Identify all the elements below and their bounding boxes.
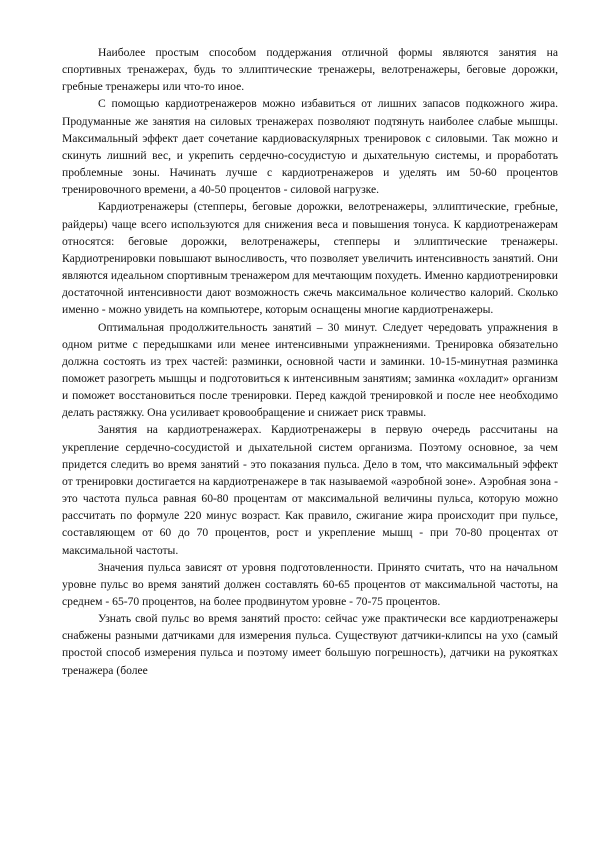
paragraph-duration: Оптимальная продолжительность занятий – 30 минут. Следует чередовать упражнения в одном ритме с передышками или менее интенсивными упражнениями. Тренировка обязательно должна состоять из трех частей: разминки, основной части и заминки. 10-15-минутная разминка поможет разогреть мышцы и подготовиться к интенсивным занятиям; заминка «охладит» организм и поможет восстановиться после тренировки. Перед каждой тренировкой и после нее необходимо делать растяжку. Она усиливает кровообращение и снижает риск травмы. <box>62 320 558 420</box>
paragraph-intro: Наиболее простым способом поддержания отличной формы являются занятия на спортивных тренажерах, будь то эллиптические тренажеры, велотренажеры, беговые дорожки, гребные тренажеры или что-то иное. <box>62 46 558 94</box>
paragraph-pulse-levels: Значения пульса зависят от уровня подготовленности. Принято считать, что на начальном уровне пульс во время занятий должен составлять 60-65 процентов от максимальной частоты, на среднем - 65-70 процентов, на более продвинутом уровне - 70-75 процентов. <box>62 560 558 608</box>
paragraph-pulse-sensors: Узнать свой пульс во время занятий просто: сейчас уже практически все кардиотренажеры снабжены разными датчиками для измерения пульса. Существуют датчики-клипсы на ухо (самый простой способ измерения пульса и поэтому имеет большую погрешность), датчики на рукоятках тренажера (более <box>62 612 558 677</box>
body-text <box>62 44 558 679</box>
paragraph-cardio-strength: С помощью кардиотренажеров можно избавиться от лишних запасов подкожного жира. Продуманные же занятия на силовых тренажерах позволяют подтянуть наиболее слабые мышцы. Максимальный эффект дает сочетание кардиоваскулярных тренировок с силовыми. Так можно и скинуть лишний вес, и укрепить сердечно-сосудистую и дыхательную системы, и проработать проблемные зоны. Начинать лучше с кардиотренажеров и уделять им 50-60 процентов тренировочного времени, а 40-50 процентов - силовой нагрузке. <box>62 97 558 197</box>
paragraph-training-pulse: Занятия на кардиотренажерах. Кардиотренажеры в первую очередь рассчитаны на укрепление сердечно-сосудистой и дыхательной систем организма. Поэтому основное, за чем придется следить во время занятий - это показания пульса. Дело в том, что максимальный эффект от тренировки достигается на кардиотренажере в так называемой «аэробной зоне». Аэробная зона - это частота пульса равная 60-80 процентам от максимальной величины пульса, которую можно рассчитать по формуле 220 минус возраст. Как правило, сжигание жира происходит при пульсе, составляющем от 60 до 70 процентов, рост и укрепление мышц - при 70-80 процентах от максимальной частоты. <box>62 423 558 557</box>
paragraph-cardio-machines: Кардиотренажеры (степперы, беговые дорожки, велотренажеры, эллиптические, гребные, райдеры) чаще всего используются для снижения веса и повышения тонуса. К кардиотренажерам относятся: беговые дорожки, велотренажеры, степперы и эллиптические тренажеры. Кардиотренировки повышают выносливость, что позволяет увеличить интенсивность занятий. Они являются идеальном спортивным тренажером для мечтающим похудеть. Именно кардиотренировки достаточной интенсивности дают возможность сжечь максимальное количество калорий. Сколько именно - можно увидеть на компьютере, которым оснащены многие кардиотренажеры. <box>62 200 558 317</box>
